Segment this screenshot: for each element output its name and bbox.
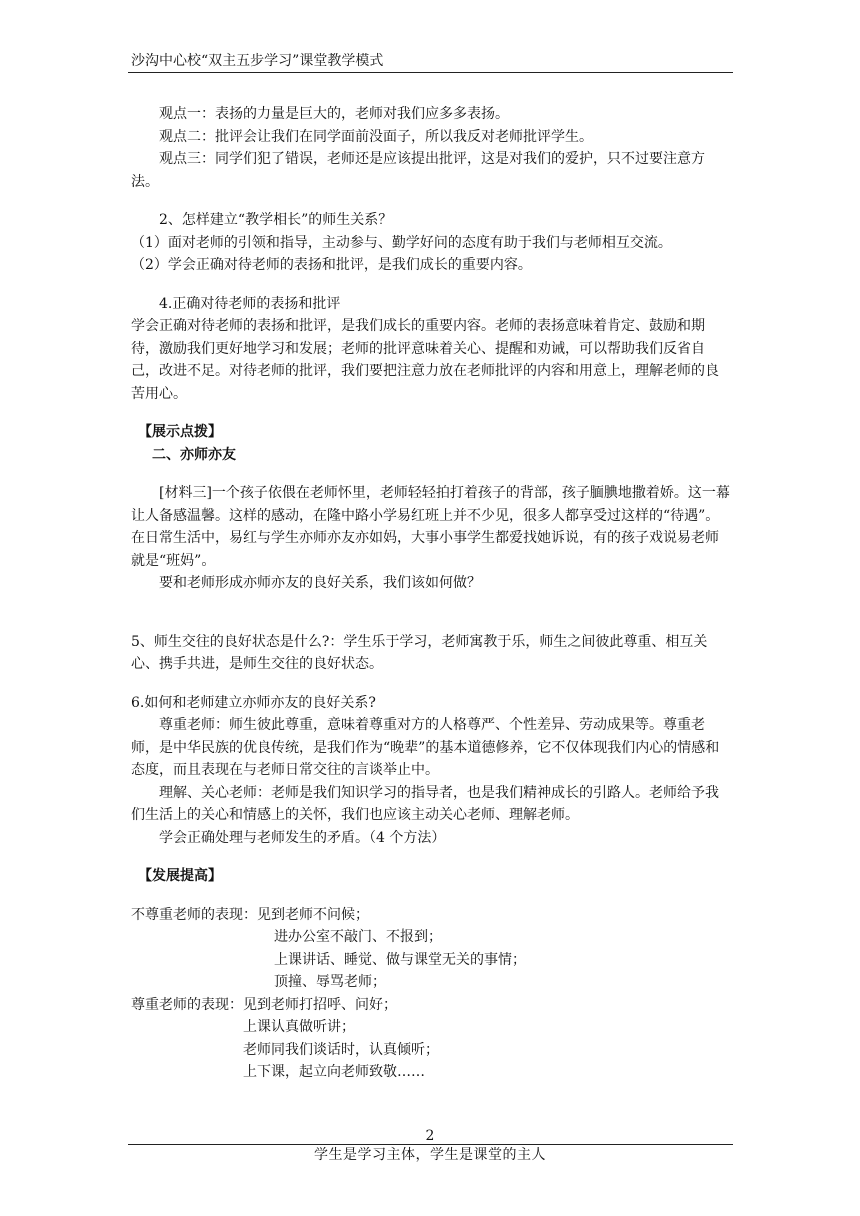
viewpoint-3: 观点三：同学们犯了错误，老师还是应该提出批评，这是对我们的爱护，只不过要注意方法。 bbox=[131, 151, 705, 190]
list-item: 不尊重老师的表现：见到老师不问候； bbox=[131, 906, 369, 923]
question-4-text: 学会正确对待老师的表扬和批评，是我们成长的重要内容。老师的表扬意味着肯定、鼓励和期待，激励我们更好地学习和发展；老师的批评意味着关心、提醒和劝诫，可以帮助我们反省自己，改进不足。对待老师的批评，我们要把注意力放在老师批评的内容和用意上，理解老师的良苦用心。 bbox=[131, 318, 719, 402]
material-3: [材料三]一个孩子依偎在老师怀里，老师轻轻拍打着孩子的背部，孩子腼腆地撒着娇。这一幕让人备感温馨。这样的感动，在隆中路小学易红班上并不少见，很多人都享受过这样的“待遇”。在日常生活中，易红与学生亦师亦友亦如妈，大事小事学生都爱找她诉说，有的孩子戏说易老师就是“班妈”。 bbox=[131, 485, 730, 569]
list-item: 老师同我们谈话时，认真倾听； bbox=[243, 1041, 439, 1058]
question-6-para-3: 学会正确处理与老师发生的矛盾。（4 个方法） bbox=[159, 829, 446, 846]
question-2-title: 2、怎样建立“教学相长”的师生关系？ bbox=[159, 212, 393, 228]
question-6-para-2: 理解、关心老师：老师是我们知识学习的指导者，也是我们精神成长的引路人。老师给予我们生活上的关心和情感上的关怀，我们也应该主动关心老师、理解老师。 bbox=[131, 784, 719, 823]
section-heading-dev: 【发展提高】 bbox=[138, 868, 222, 884]
disrespect-list bbox=[131, 904, 731, 994]
question-2-item-1: （1）面对老师的引领和指导，主动参与、勤学好问的态度有助于我们与老师相互交流。 bbox=[131, 234, 672, 251]
page-number: 2 bbox=[425, 1128, 435, 1144]
question-2-item-2: （2）学会正确对待老师的表扬和批评，是我们成长的重要内容。 bbox=[131, 257, 532, 273]
respect-list bbox=[131, 994, 731, 1084]
question-4-title: 4.正确对待老师的表扬和批评 bbox=[159, 295, 341, 312]
material-question: 要和老师形成亦师亦友的良好关系，我们该如何做？ bbox=[159, 575, 481, 591]
section-subheading: 二、亦师亦友 bbox=[152, 446, 236, 463]
list-item: 尊重老师的表现：见到老师打招呼、问好； bbox=[131, 996, 397, 1013]
list-item: 顶撞、辱骂老师； bbox=[274, 974, 386, 990]
section-heading-show: 【展示点拨】 bbox=[138, 424, 222, 440]
document-body bbox=[131, 103, 731, 1084]
header-rule bbox=[128, 72, 733, 73]
question-6-title: 6.如何和老师建立亦师亦友的良好关系? bbox=[131, 694, 376, 711]
question-5: 5、师生交往的良好状态是什么?：学生乐于学习，老师寓教于乐，师生之间彼此尊重、相互关心、携手共进，是师生交往的良好状态。 bbox=[131, 633, 708, 672]
question-6-para-1: 尊重老师：师生彼此尊重，意味着尊重对方的人格尊严、个性差异、劳动成果等。尊重老师，是中华民族的优良传统，是我们作为“晚辈”的基本道德修养，它不仅体现我们内心的情感和态度，而且表现在与老师日常交往的言谈举止中。 bbox=[131, 717, 720, 778]
footer-rule bbox=[128, 1144, 733, 1145]
list-item: 上课认真做听讲； bbox=[243, 1019, 355, 1035]
page-header: 沙沟中心校“双主五步学习”课堂教学模式 bbox=[131, 53, 384, 69]
list-item: 进办公室不敲门、不报到； bbox=[274, 929, 442, 945]
list-item: 上下课，起立向老师致敬…… bbox=[243, 1064, 425, 1080]
viewpoint-1: 观点一：表扬的力量是巨大的，老师对我们应多多表扬。 bbox=[159, 106, 509, 122]
viewpoint-2: 观点二：批评会让我们在同学面前没面子，所以我反对老师批评学生。 bbox=[159, 128, 593, 145]
list-item: 上课讲话、睡觉、做与课堂无关的事情； bbox=[274, 951, 526, 968]
footer-motto: 学生是学习主体，学生是课堂的主人 bbox=[314, 1147, 546, 1163]
